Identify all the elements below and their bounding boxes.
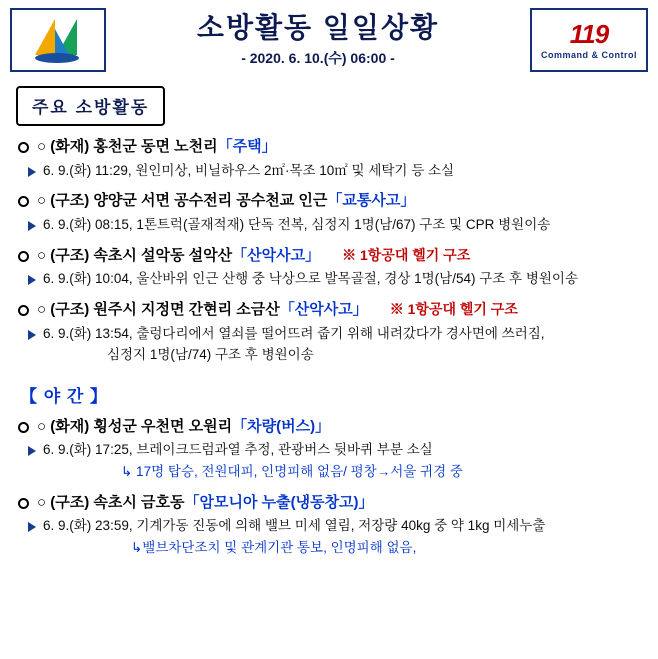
entry-category: 「암모니아 누출(냉동창고)」	[184, 493, 374, 511]
entry-heading-text	[37, 299, 518, 322]
entry-detail-text	[43, 516, 545, 559]
entry-detail	[14, 440, 644, 483]
entry-kind: ○ (구조)	[37, 192, 90, 210]
entry-heading	[14, 245, 644, 268]
entry-heading	[14, 492, 644, 515]
triangle-bullet-icon	[28, 167, 36, 177]
entry-detail	[14, 269, 644, 290]
report-header	[10, 8, 648, 72]
entry-location: 횡성군 우천면 오원리	[89, 417, 233, 435]
night-section-title: 【 야 간 】	[20, 386, 109, 406]
list-item	[14, 136, 644, 181]
list-item	[14, 416, 644, 483]
entry-detail	[14, 516, 644, 559]
entry-detail	[14, 215, 644, 236]
ring-bullet-icon	[18, 305, 29, 316]
entry-category: 「차량(버스)」	[232, 417, 331, 435]
entry-detail	[14, 161, 644, 182]
entry-heading	[14, 416, 644, 439]
page-title: 소방활동 일일상황	[196, 12, 440, 44]
entry-category: 「교통사고」	[327, 192, 416, 210]
entry-kind: ○ (화재)	[37, 417, 90, 435]
badge-number: 119	[569, 18, 609, 49]
entry-category: 「산악사고」	[279, 301, 368, 319]
entry-detail-line1: 6. 9.(화) 23:59, 기계가동 진동에 의해 밸브 미세 열림, 저장량 40kg 중 약 1kg 미세누출	[43, 518, 546, 534]
entry-detail-text: 6. 9.(화) 11:29, 원인미상, 비닐하우스 2㎡·목조 10㎡ 및 세탁기 등 소실	[43, 162, 455, 178]
section-title-chip: 주요 소방활동	[16, 86, 165, 126]
list-item	[14, 492, 644, 559]
entry-heading-text	[37, 136, 277, 159]
list-item	[14, 245, 644, 290]
entry-detail	[14, 324, 644, 366]
entry-heading-text	[37, 190, 415, 213]
entry-detail-line2: 심정지 1명(남/74) 구조 후 병원이송	[107, 346, 314, 362]
entry-detail-text	[43, 440, 463, 483]
ring-bullet-icon	[18, 498, 29, 509]
title-block	[106, 8, 530, 72]
emergency-number-badge	[530, 8, 648, 72]
entry-sub-line: ↳ 17명 탑승, 전원대피, 인명피해 없음/ 평창→서울 귀경 중	[121, 464, 463, 480]
entry-sub-line: ↳밸브차단조치 및 관계기관 통보, 인명피해 없음,	[131, 540, 417, 556]
entry-kind: ○ (구조)	[37, 301, 90, 319]
entry-detail-text	[43, 324, 545, 366]
entry-location: 홍천군 동면 노천리	[89, 138, 218, 155]
entry-detail-line1: 6. 9.(화) 17:25, 브레이크드럼과열 추정, 관광버스 뒷바퀴 부분 소실	[43, 442, 433, 458]
daily-report-page	[0, 8, 658, 659]
entry-location: 속초시 금호동	[89, 493, 185, 511]
entry-kind: ○ (화재)	[37, 138, 90, 155]
entry-heading	[14, 299, 644, 322]
triangle-bullet-icon	[28, 522, 36, 532]
entry-location: 속초시 설악동 설악산	[89, 246, 233, 264]
entry-heading	[14, 136, 644, 159]
entry-detail-text: 6. 9.(화) 08:15, 1톤트럭(골재적재) 단독 전복, 심정지 1명(남/67) 구조 및 CPR 병원이송	[43, 216, 551, 232]
ring-bullet-icon	[18, 422, 29, 433]
page-subtitle: - 2020. 6. 10.(수) 06:00 -	[241, 49, 395, 66]
list-item	[14, 190, 644, 235]
badge-caption: Command & Control	[541, 49, 637, 60]
entry-heading-text	[37, 492, 374, 515]
triangle-bullet-icon	[28, 221, 36, 231]
entry-heading-text	[37, 245, 470, 268]
entry-category: 「주택」	[217, 138, 277, 155]
entry-note: ※ 1항공대 헬기 구조	[389, 301, 518, 318]
list-item	[14, 299, 644, 365]
entry-kind: ○ (구조)	[37, 493, 90, 511]
agency-logo	[10, 8, 106, 72]
entry-detail-line1: 6. 9.(화) 13:54, 출렁다리에서 열쇠를 떨어뜨려 줍기 위해 내려갔다가 경사면에 쓰러짐,	[43, 325, 545, 341]
ring-bullet-icon	[18, 142, 29, 153]
entry-category: 「산악사고」	[232, 246, 321, 264]
entry-heading-text	[37, 416, 330, 439]
emblem-icon	[21, 15, 95, 65]
entry-location: 양양군 서면 공수전리 공수천교 인근	[89, 192, 328, 210]
entry-kind: ○ (구조)	[37, 246, 90, 264]
ring-bullet-icon	[18, 251, 29, 262]
triangle-bullet-icon	[28, 330, 36, 340]
triangle-bullet-icon	[28, 446, 36, 456]
entries-list	[14, 136, 644, 559]
entry-location: 원주시 지정면 간현리 소금산	[89, 301, 280, 319]
triangle-bullet-icon	[28, 275, 36, 285]
entry-detail-text: 6. 9.(화) 10:04, 울산바위 인근 산행 중 낙상으로 발목골절, 경상 1명(남/54) 구조 후 병원이송	[43, 271, 579, 287]
ring-bullet-icon	[18, 196, 29, 207]
entry-note: ※ 1항공대 헬기 구조	[342, 246, 471, 263]
entry-heading	[14, 190, 644, 213]
